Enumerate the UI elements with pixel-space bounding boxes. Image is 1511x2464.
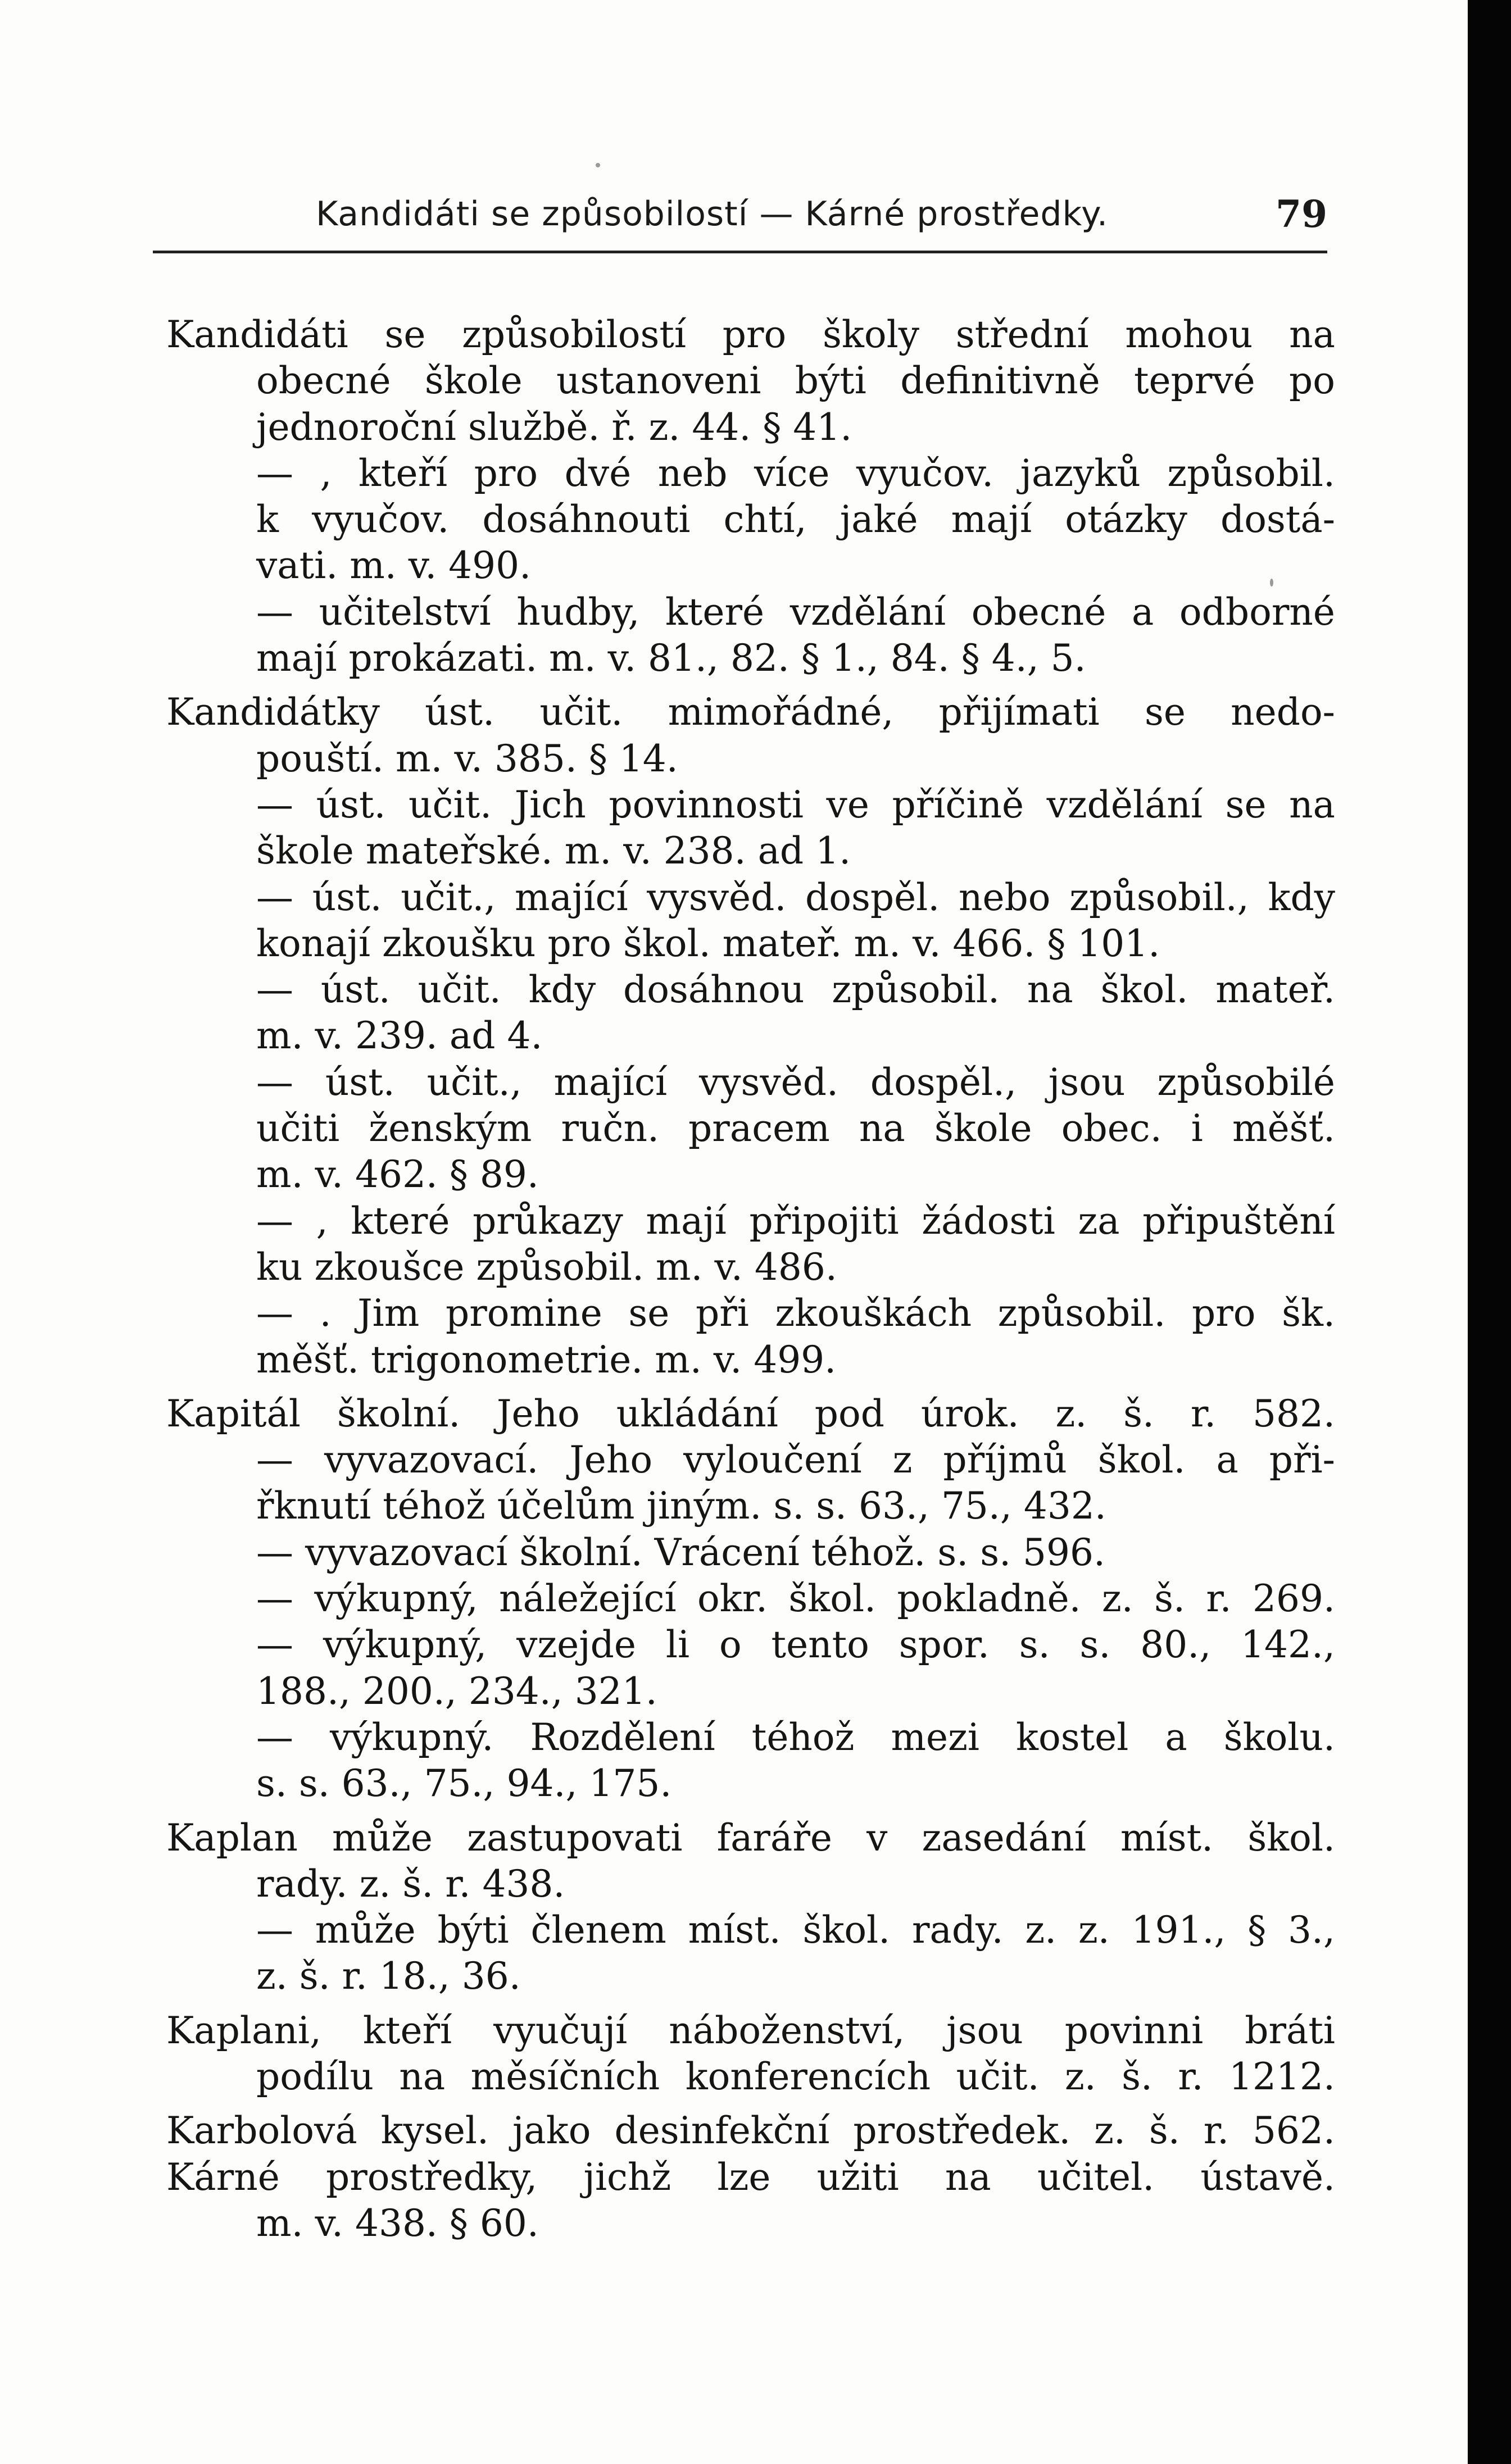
entry-gap [166, 681, 1335, 689]
index-line: — úst. učit., mající vysvěd. dospěl. nebo způsobil., kdy [256, 875, 1335, 919]
index-line: — výkupný, náležející okr. škol. pokladně. z. š. r. 269. [256, 1577, 1335, 1621]
index-line: ku zkoušce způsobil. m. v. 486. [256, 1245, 837, 1289]
entry-gap [166, 1807, 1335, 1815]
index-line: Kandidátky úst. učit. mimořádné, přijímati se nedo- [166, 690, 1335, 734]
index-line: konají zkoušku pro škol. mateř. m. v. 466. § 101. [256, 921, 1160, 965]
index-line: vati. m. v. 490. [256, 544, 532, 588]
index-line: škole mateřské. m. v. 238. ad 1. [256, 829, 851, 873]
index-entries [166, 312, 1335, 2247]
index-line: s. s. 63., 75., 94., 175. [256, 1762, 672, 1806]
index-line: z. š. r. 18., 36. [256, 1954, 521, 1998]
scan-speck [1270, 579, 1273, 587]
index-line: — může býti členem míst. škol. rady. z. z. 191., § 3., [256, 1908, 1335, 1952]
index-line: — výkupný. Rozdělení téhož mezi kostel a školu. [256, 1715, 1335, 1759]
index-line: — , kteří pro dvé neb více vyučov. jazyků způsobil. [256, 451, 1335, 495]
index-line: měšť. trigonometrie. m. v. 499. [256, 1338, 837, 1381]
index-line: — výkupný, vzejde li o tento spor. s. s. 80., 142., [256, 1623, 1335, 1667]
index-line: Karbolová kysel. jako desinfekční prostředek. z. š. r. 562. [166, 2109, 1335, 2153]
entry-gap [166, 1383, 1335, 1391]
index-line: řknutí téhož účelům jiným. s. s. 63., 75., 432. [256, 1484, 1106, 1528]
index-line: m. v. 239. ad 4. [256, 1014, 543, 1058]
index-line: pouští. m. v. 385. § 14. [256, 737, 678, 780]
index-line: — úst. učit., mající vysvěd. dospěl., jsou způsobilé [256, 1060, 1335, 1104]
index-line: 188., 200., 234., 321. [256, 1669, 657, 1713]
index-line: — učitelství hudby, které vzdělání obecné a odborné [256, 590, 1335, 634]
entry-gap [166, 2100, 1335, 2108]
index-line: — úst. učit. kdy dosáhnou způsobil. na škol. mateř. [256, 968, 1335, 1012]
index-line: m. v. 462. § 89. [256, 1153, 539, 1197]
index-line: k vyučov. dosáhnouti chtí, jaké mají otázky dostá- [256, 498, 1335, 542]
scan-speck [596, 163, 600, 167]
scan-border [1468, 0, 1511, 2464]
index-line: rady. z. š. r. 438. [256, 1862, 565, 1906]
index-line: mají prokázati. m. v. 81., 82. § 1., 84. § 4., 5. [256, 637, 1086, 680]
index-line: Kaplan může zastupovati faráře v zasedání míst. škol. [166, 1816, 1335, 1860]
index-line: učiti ženským ručn. pracem na škole obec. i měšť. [256, 1107, 1335, 1151]
index-line: Kaplani, kteří vyučují náboženství, jsou povinni bráti [166, 2008, 1335, 2052]
index-line: — . Jim promine se při zkouškách způsobil. pro šk. [256, 1292, 1335, 1335]
index-line: Kapitál školní. Jeho ukládání pod úrok. z. š. r. 582. [166, 1392, 1335, 1435]
header-rule [153, 251, 1327, 253]
index-line: — úst. učit. Jich povinnosti ve příčině vzdělání se na [256, 783, 1335, 826]
index-line: Kárné prostředky, jichž lze užiti na učitel. ústavě. [166, 2155, 1335, 2199]
entry-gap [166, 2000, 1335, 2008]
index-line: Kandidáti se způsobilostí pro školy střední mohou na [166, 313, 1335, 356]
page-number: 79 [1276, 192, 1327, 236]
running-header [153, 189, 1327, 256]
index-line: — , které průkazy mají připojiti žádosti za připuštění [256, 1199, 1335, 1243]
index-line: podílu na měsíčních konferencích učit. z. š. r. 1212. [256, 2054, 1335, 2098]
index-line: m. v. 438. § 60. [256, 2201, 539, 2245]
index-line: jednoroční službě. ř. z. 44. § 41. [256, 405, 852, 449]
index-line: obecné škole ustanoveni býti definitivně teprvé po [256, 359, 1335, 403]
index-line: — vyvazovací. Jeho vyloučení z příjmů škol. a při- [256, 1438, 1335, 1482]
header-title: Kandidáti se způsobilostí — Kárné prostředky. [316, 194, 1109, 234]
index-line: — vyvazovací školní. Vrácení téhož. s. s. 596. [256, 1530, 1106, 1574]
